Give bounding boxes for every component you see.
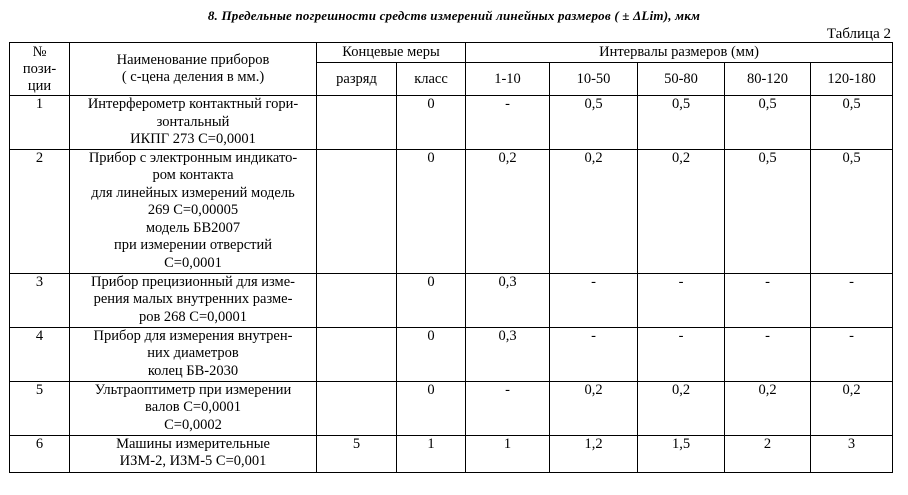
header-num-line: № [32, 43, 47, 60]
value-cell: - [638, 273, 725, 327]
value-cell: - [811, 327, 893, 381]
table-caption: Таблица 2 [826, 26, 891, 42]
name-line: Прибор прецизионный для изме- [91, 273, 295, 290]
table-row [10, 435, 893, 472]
value-cell: 0,2 [550, 381, 638, 435]
value-cell: - [466, 381, 550, 435]
name-line: ром контакта [152, 167, 234, 183]
grade-cell [317, 327, 397, 381]
row-number: 1 [10, 96, 70, 150]
grade-cell [317, 96, 397, 150]
name-line: них диаметров [147, 345, 239, 361]
instrument-name [70, 273, 317, 327]
value-cell: 0,3 [466, 273, 550, 327]
name-line: ров 268 С=0,0001 [138, 308, 248, 325]
class-cell: 0 [397, 327, 466, 381]
grade-cell: 5 [317, 435, 397, 472]
header-name-line: Наименование приборов [116, 52, 270, 68]
class-cell: 1 [397, 435, 466, 472]
header-class: класс [397, 63, 466, 96]
class-cell: 0 [397, 381, 466, 435]
value-cell: 1,5 [638, 435, 725, 472]
value-cell: 0,5 [811, 96, 893, 150]
error-limits-table [9, 42, 893, 473]
value-cell: 1 [466, 435, 550, 472]
instrument-name [70, 435, 317, 472]
name-line: С=0,0002 [164, 416, 222, 433]
header-range: 120-180 [811, 63, 893, 96]
header-num-line: пози- [22, 60, 57, 77]
name-line: колец БВ-2030 [147, 362, 239, 379]
name-line: Машины измерительные [116, 435, 270, 452]
header-range: 50-80 [638, 63, 725, 96]
value-cell: 0,2 [638, 149, 725, 273]
name-line: Прибор для измерения внутрен- [93, 327, 293, 344]
table-row [10, 381, 893, 435]
value-cell: 0,5 [550, 96, 638, 150]
name-line: ИЗМ-2, ИЗМ-5 С=0,001 [119, 453, 267, 469]
value-cell: - [811, 273, 893, 327]
value-cell: - [466, 96, 550, 150]
class-cell: 0 [397, 149, 466, 273]
name-line: 269 С=0,00005 [147, 202, 239, 218]
name-line: при измерении отверстий [113, 237, 272, 253]
row-number: 2 [10, 149, 70, 273]
value-cell: 2 [725, 435, 811, 472]
name-line: для линейных измерений модель [91, 184, 295, 201]
header-grade: разряд [317, 63, 397, 96]
header-num-line: ции [27, 77, 52, 94]
row-number: 5 [10, 381, 70, 435]
name-line: ИКПГ 273 С=0,0001 [130, 131, 256, 147]
instrument-name [70, 327, 317, 381]
name-line: рения малых внутренних разме- [93, 291, 293, 307]
instrument-name [70, 381, 317, 435]
grade-cell [317, 273, 397, 327]
table-row [10, 273, 893, 327]
value-cell: 3 [811, 435, 893, 472]
table-row [10, 327, 893, 381]
header-range: 10-50 [550, 63, 638, 96]
table-row [10, 96, 893, 150]
value-cell: 0,5 [811, 149, 893, 273]
value-cell: 0,2 [725, 381, 811, 435]
row-number: 6 [10, 435, 70, 472]
value-cell: - [550, 327, 638, 381]
header-range: 1-10 [466, 63, 550, 96]
class-cell: 0 [397, 273, 466, 327]
table-row [10, 149, 893, 273]
value-cell: 0,2 [550, 149, 638, 273]
grade-cell [317, 381, 397, 435]
class-cell: 0 [397, 96, 466, 150]
name-line: Интерферометр контактный гори- [87, 96, 299, 112]
value-cell: - [725, 273, 811, 327]
name-line: зонтальный [156, 113, 230, 130]
value-cell: - [638, 327, 725, 381]
header-instrument-name [70, 43, 317, 96]
value-cell: - [550, 273, 638, 327]
grade-cell [317, 149, 397, 273]
value-cell: 0,5 [725, 149, 811, 273]
value-cell: 0,2 [466, 149, 550, 273]
name-line: Прибор с электронным индикато- [88, 149, 298, 166]
name-line: Ультраоптиметр при измерении [94, 381, 292, 398]
name-line: модель БВ2007 [145, 219, 241, 236]
value-cell: 1,2 [550, 435, 638, 472]
name-line: С=0,0001 [164, 254, 222, 271]
header-name-line: ( с-цена деления в мм.) [121, 69, 265, 85]
value-cell: - [725, 327, 811, 381]
instrument-name [70, 96, 317, 150]
value-cell: 0,5 [725, 96, 811, 150]
header-range: 80-120 [725, 63, 811, 96]
header-gauge-blocks: Концевые меры [317, 43, 466, 63]
name-line: валов С=0,0001 [145, 399, 241, 415]
value-cell: 0,2 [811, 381, 893, 435]
value-cell: 0,2 [638, 381, 725, 435]
row-number: 3 [10, 273, 70, 327]
header-size-intervals: Интервалы размеров (мм) [466, 43, 893, 63]
header-position-number [10, 43, 70, 96]
page-title: 8. Предельные погрешности средств измерений линейных размеров ( ± ΔLim), мкм [207, 8, 701, 23]
instrument-name [70, 149, 317, 273]
value-cell: 0,3 [466, 327, 550, 381]
value-cell: 0,5 [638, 96, 725, 150]
row-number: 4 [10, 327, 70, 381]
